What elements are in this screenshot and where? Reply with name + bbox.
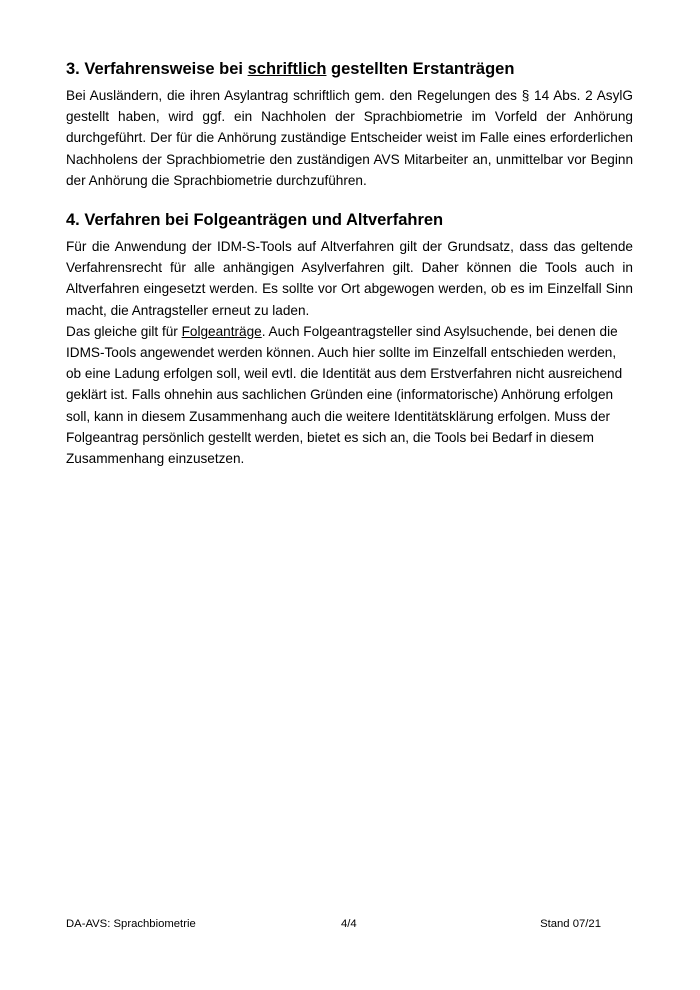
section-3-heading [66,58,633,80]
section-4-paragraph-2 [66,321,633,469]
footer-version-date: Stand 07/21 [540,918,601,930]
footer-document-title: DA-AVS: Sprachbiometrie [66,918,196,930]
section-4-heading: 4. Verfahren bei Folgeanträgen und Altverfahren [66,211,444,230]
footer-page-number: 4/4 [341,918,357,930]
section-4-paragraph-2-suffix: . Auch Folgeantragsteller sind Asylsuchende, bei denen die IDMS-Tools angewendet werden können. Auch hier sollte im Einzelfall entschieden werden, ob eine Ladung erfolgen soll, weil evtl. die Identität aus dem Erstverfahren nicht ausreichend geklärt ist. Falls ohnehin aus sachlichen Gründen eine (informatorische) Anhörung erfolgen soll, kann in diesem Zusammenhang auch die weitere Identitätsklärung erfolgen. Muss der Folgeantrag persönlich gestellt werden, bietet es sich an, die Tools bei Bedarf in diesem Zusammenhang einzusetzen. [66,323,623,467]
section-4-paragraph-2-prefix: Das gleiche gilt für [66,323,182,339]
folgeantraege-underlined: Folgeanträge [181,323,262,339]
section-3-heading-underlined: schriftlich [247,60,327,78]
section-3-heading-suffix: gestellten Erstanträgen [326,60,515,78]
section-3-paragraph: Bei Ausländern, die ihren Asylantrag schriftlich gem. den Regelungen des § 14 Abs. 2 AsylG gestellt haben, wird ggf. ein Nachholen der Sprachbiometrie im Vorfeld der Anhörung durchgeführt. Der für die Anhörung zuständige Entscheider weist im Falle eines erforderlichen Nachholens der Sprachbiometrie den zuständigen AVS Mitarbeiter an, unmittelbar vor Beginn der Anhörung die Sprachbiometrie durchzuführen. [66,88,633,188]
document-body [66,58,633,469]
page-footer [66,916,601,932]
section-3-heading-prefix: 3. Verfahrensweise bei [66,60,248,78]
section-4-paragraph-1: Für die Anwendung der IDM-S-Tools auf Altverfahren gilt der Grundsatz, dass das geltende Verfahrensrecht für alle anhängigen Asylverfahren gilt. Daher können die Tools auch in Altverfahren eingesetzt werden. Es sollte vor Ort abgewogen werden, ob es im Einzelfall Sinn macht, die Antragsteller erneut zu laden. [66,239,633,318]
